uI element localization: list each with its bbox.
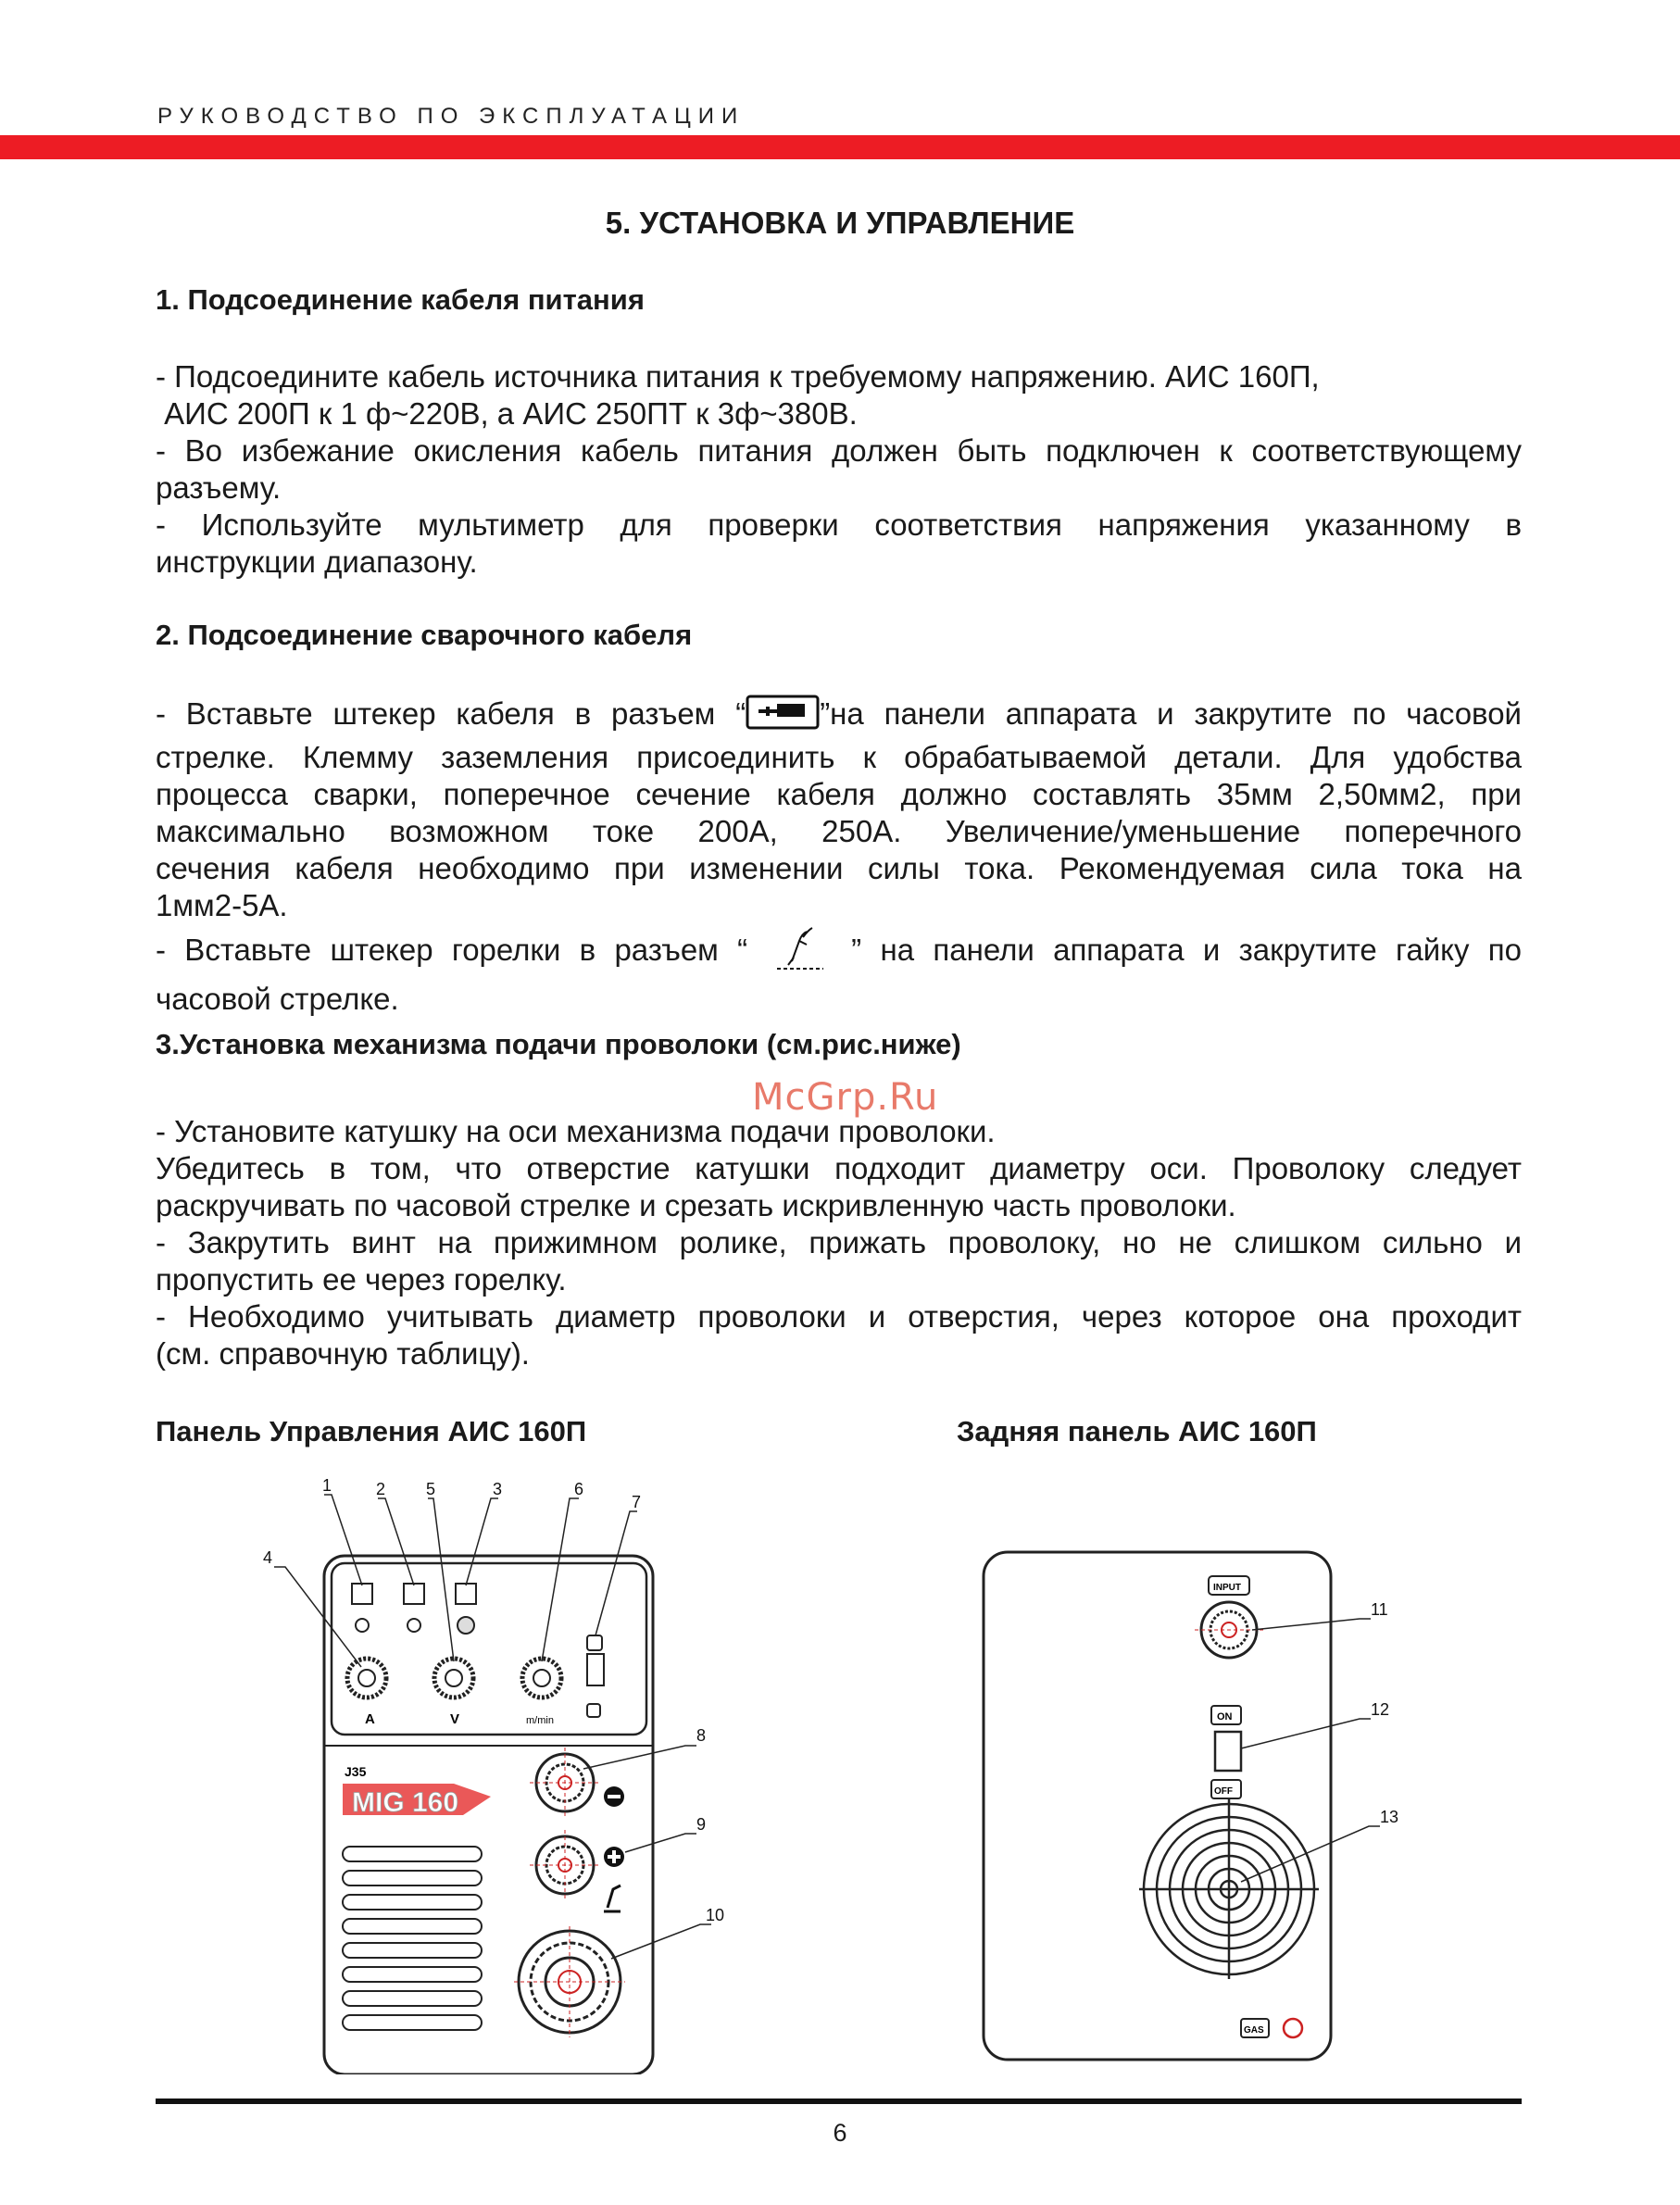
callout-9: 9 [696,1815,707,1834]
header-red-bar [0,135,1680,159]
rear-panel-caption: Задняя панель АИС 160П [957,1415,1317,1447]
torch-icon [771,924,827,981]
text-line: инструкции диапазону. [156,545,478,579]
input-label: INPUT [1213,1583,1241,1593]
callout-11: 11 [1371,1600,1388,1619]
text-line: - Необходимо учитывать диаметр проволоки и отверстия, через которое она проходит [156,1299,1522,1334]
section1-heading: 1. Подсоединение кабеля питания [156,283,645,316]
callout-6: 6 [574,1480,584,1498]
callout-7: 7 [632,1493,642,1511]
text-line [156,924,1522,981]
text-line: 1мм2-5А. [156,888,288,922]
callout-12: 12 [1371,1700,1390,1719]
text-line: стрелке. Клемму заземления присоединить к обрабатываемой детали. Для удобства [156,740,1522,774]
callout-5: 5 [426,1480,436,1498]
gas-inlet [1284,2019,1302,2037]
p1-start: - Вставьте штекер кабеля в разъем “ [156,696,746,732]
callout-3: 3 [493,1480,503,1498]
gas-label: GAS [1244,2025,1264,2036]
mode-switch [587,1654,604,1685]
text-line: АИС 200П к 1 ф~220В, а АИС 250ПТ к 3ф~380В. [156,396,858,431]
callout-1: 1 [322,1476,332,1495]
section3-heading: 3.Установка механизма подачи проволоки (см.рис.ниже) [156,1028,961,1060]
callout-8: 8 [696,1726,707,1745]
running-header: РУКОВОДСТВО ПО ЭКСПЛУАТАЦИИ [157,104,746,129]
text-line: раскручивать по часовой стрелке и срезать искривленную часть проволоки. [156,1188,1236,1222]
front-panel-caption: Панель Управления АИС 160П [156,1415,587,1447]
model-small: J35 [345,1764,367,1779]
callout-2: 2 [376,1480,386,1498]
knob-label-speed: m/min [526,1715,554,1726]
section2-body [156,694,1522,1018]
indicator-power [352,1584,372,1604]
knob-wire-speed [522,1659,561,1698]
section3-body [156,1113,1522,1372]
indicator-thermal [404,1584,424,1604]
text-line: часовой стрелке. [156,982,399,1016]
front-panel-diagram [185,1472,759,2074]
rear-panel-diagram [963,1537,1482,2074]
page-number: 6 [833,2119,847,2147]
power-switch [1215,1732,1241,1771]
knob-voltage [434,1659,473,1698]
footer-rule [156,2099,1522,2104]
callout-13: 13 [1380,1808,1399,1826]
p1-after-icon: ”на панели аппарата и закрутите по часовой [820,696,1522,732]
text-line: - Во избежание окисления кабель питания должен быть подключен к соответствующему [156,433,1522,468]
model-text: MIG 160 [352,1787,459,1818]
knob-current [347,1659,386,1698]
knob-label-voltage: V [450,1711,460,1727]
text-line: - Подсоедините кабель источника питания к требуемому напряжению. АИС 160П, [156,359,1320,394]
indicator-mode [456,1584,476,1604]
section1-body [156,358,1522,581]
off-label: OFF [1214,1786,1233,1797]
p2-start: - Вставьте штекер горелки в разъем “ [156,933,748,968]
text-line: сечения кабеля необходимо при изменении силы тока. Рекомендуемая сила тока на [156,851,1522,885]
callout-10: 10 [706,1906,725,1924]
electrode-holder-icon [746,694,820,739]
watermark: McGrp.Ru [752,1076,939,1119]
p2-after-icon: ” на панели аппарата и закрутите гайку по [851,933,1522,968]
knob-label-current: A [365,1711,375,1727]
section2-heading: 2. Подсоединение сварочного кабеля [156,619,693,651]
text-line: максимально возможном токе 200А, 250А. Увеличение/уменьшение поперечного [156,814,1522,848]
text-line [156,694,1522,739]
text-line: - Используйте мультиметр для проверки соответствия напряжения указанному в [156,507,1522,542]
text-line: пропустить ее через горелку. [156,1262,567,1297]
rear-housing [984,1552,1331,2060]
callout-4: 4 [263,1548,273,1567]
text-line: процесса сварки, поперечное сечение кабеля должно составлять 35мм 2,50мм2, при [156,777,1522,811]
text-line: Убедитесь в том, что отверстие катушки подходит диаметру оси. Проволоку следует [156,1151,1522,1185]
on-label: ON [1217,1711,1233,1723]
text-line: (см. справочную таблицу). [156,1336,530,1371]
text-line: разъему. [156,470,282,505]
chapter-title: 5. УСТАНОВКА И УПРАВЛЕНИЕ [605,206,1075,240]
text-line: - Установите катушку на оси механизма подачи проволоки. [156,1114,996,1148]
text-line: - Закрутить винт на прижимном ролике, прижать проволоку, но не слишком сильно и [156,1225,1522,1259]
